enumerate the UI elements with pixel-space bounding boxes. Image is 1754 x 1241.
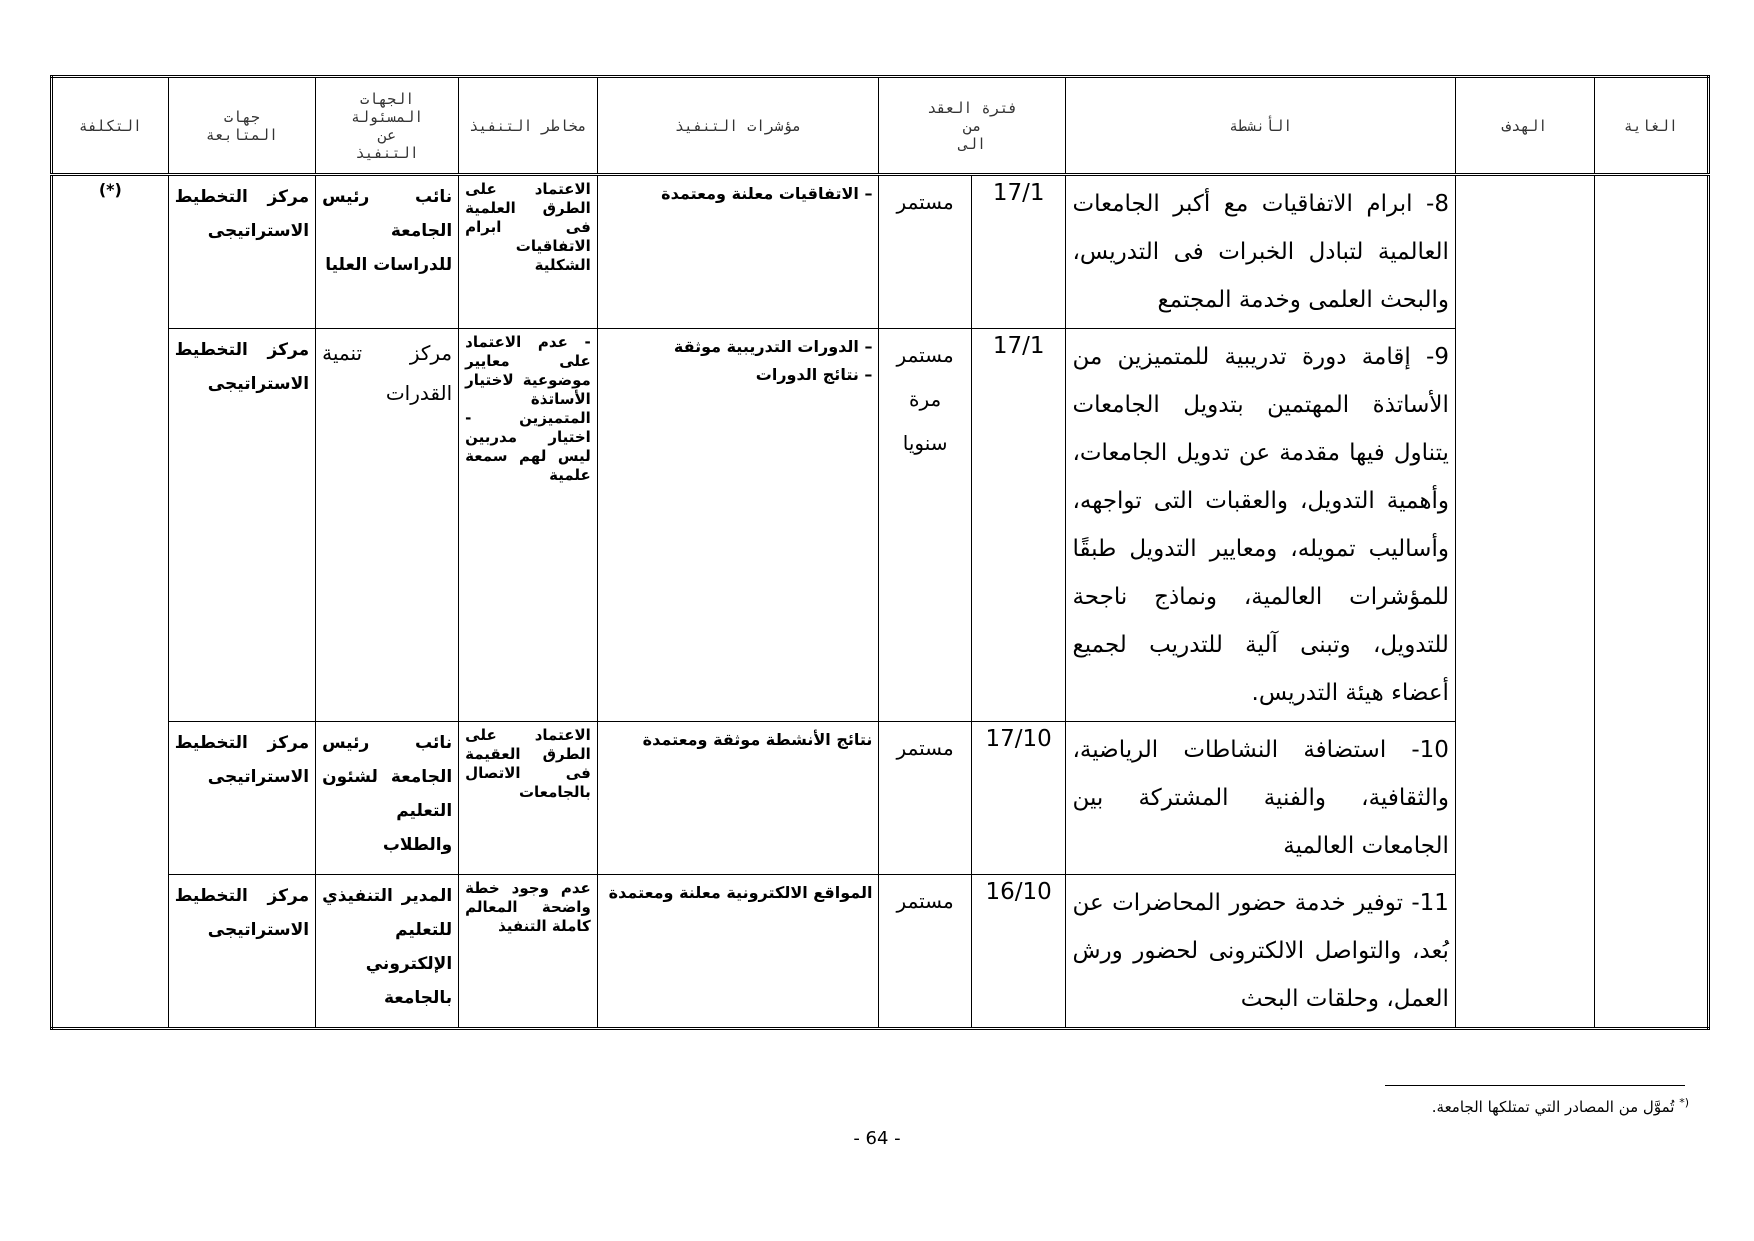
responsible-cell: المدير التنفيذي للتعليم الإلكتروني بالجامعة [316, 875, 459, 1029]
from-cell: 17/1 [971, 329, 1066, 722]
header-period-to: الى [958, 134, 986, 153]
header-follow [168, 77, 315, 175]
follow-cell: مركز التخطيط الاستراتيجى [168, 329, 315, 722]
activity-cell: 11- توفير خدمة حضور المحاضرات عن بُعد، والتواصل الالكترونى لحضور ورش العمل، وحلقات البحث [1066, 875, 1455, 1029]
indicator-item: – نتائج الدورات [755, 365, 873, 384]
header-objective: الهدف [1455, 77, 1594, 175]
follow-cell: مركز التخطيط الاستراتيجى [168, 175, 315, 329]
risks-cell: عدم وجود خطة واضحة المعالم كاملة التنفيذ [459, 875, 598, 1029]
objective-cell [1455, 175, 1594, 1029]
header-responsible-3: عن [378, 125, 397, 144]
plan-table [50, 75, 1710, 1030]
footnote [1432, 1096, 1689, 1116]
from-cell: 17/10 [971, 722, 1066, 875]
to-cell: مستمر [879, 722, 971, 875]
to-cell: مستمر مرة سنويا [879, 329, 971, 722]
header-follow-2: المتابعة [205, 125, 279, 144]
follow-cell: مركز التخطيط الاستراتيجى [168, 722, 315, 875]
header-responsible-1: الجهات [360, 89, 415, 108]
header-responsible-2: المسئولة [351, 107, 424, 126]
to-cell: مستمر [879, 175, 971, 329]
risks-cell: الاعتماد على الطرق العلمية فى ابرام الاتفاقيات الشكلية [459, 175, 598, 329]
responsible-cell: نائب رئيس الجامعة لشئون التعليم والطلاب [316, 722, 459, 875]
indicators-cell: المواقع الالكترونية معلنة ومعتمدة [597, 875, 879, 1029]
activity-cell: 9- إقامة دورة تدريبية للمتميزين من الأساتذة المهتمين بتدويل الجامعات يتناول فيها مقدمة عن تدويل الجامعات، وأهمية التدويل، والعقبات التى تواجهه، وأساليب تمويله، ومعايير التدويل طبقًا للمؤشرات العالمية، ونماذج ناجحة للتدويل، وتبنى آلية للتدريب لجميع أعضاء هيئة التدريس. [1066, 329, 1455, 722]
page-number: - 64 - [853, 1128, 901, 1149]
header-period-title: فترة العقد [927, 98, 1018, 117]
responsible-cell: مركز تنمية القدرات [316, 329, 459, 722]
activity-cell: 10- استضافة النشاطات الرياضية، والثقافية، والفنية المشتركة بين الجامعات العالمية [1066, 722, 1455, 875]
footnote-text: تُموَّل من المصادر التي تمتلكها الجامعة. [1431, 1098, 1675, 1116]
footnote-mark: (* [1679, 1096, 1689, 1109]
indicators-cell [597, 329, 879, 722]
header-activities: الأنشطة [1066, 77, 1455, 175]
header-period-from: من [963, 116, 982, 135]
indicators-cell: نتائج الأنشطة موثقة ومعتمدة [597, 722, 879, 875]
footnote-divider [1385, 1085, 1685, 1086]
table-row [52, 175, 1709, 329]
header-goal: الغاية [1594, 77, 1708, 175]
goal-cell [1594, 175, 1708, 1029]
from-cell: 17/1 [971, 175, 1066, 329]
indicator-item: – الدورات التدريبية موثقة [673, 337, 873, 356]
risks-cell: الاعتماد على الطرق العقيمة فى الاتصال بالجامعات [459, 722, 598, 875]
from-cell: 16/10 [971, 875, 1066, 1029]
responsible-cell: نائب رئيس الجامعة للدراسات العليا [316, 175, 459, 329]
header-period [879, 77, 1066, 175]
indicators-cell: – الاتفاقيات معلنة ومعتمدة [597, 175, 879, 329]
follow-cell: مركز التخطيط الاستراتيجى [168, 875, 315, 1029]
header-responsible [316, 77, 459, 175]
risks-cell: - عدم الاعتماد على معايير موضوعية لاختيار الأساتذة المتميزين - اختيار مدربين ليس لهم سمعة علمية [459, 329, 598, 722]
to-cell: مستمر [879, 875, 971, 1029]
cost-cell: (*) [52, 175, 169, 1029]
header-follow-1: جهات [223, 107, 260, 126]
header-row [52, 77, 1709, 175]
activity-cell: 8- ابرام الاتفاقيات مع أكبر الجامعات العالمية لتبادل الخبرات فى التدريس، والبحث العلمى وخدمة المجتمع [1066, 175, 1455, 329]
header-risks: مخاطر التنفيذ [459, 77, 598, 175]
header-responsible-4: التنفيذ [355, 143, 419, 162]
header-indicators: مؤشرات التنفيذ [597, 77, 879, 175]
header-cost: التكلفة [52, 77, 169, 175]
